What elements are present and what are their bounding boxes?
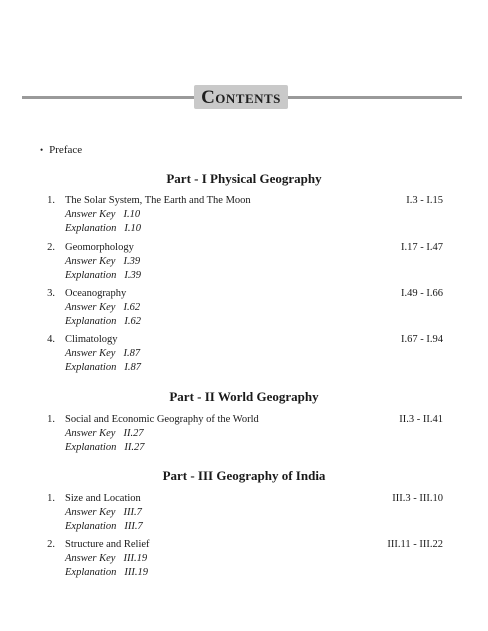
chapter-number: 1. bbox=[47, 414, 55, 425]
page-range: I.17 - I.47 bbox=[401, 242, 443, 253]
answer-key-line: Answer Key III.7 bbox=[65, 507, 142, 518]
chapter-title: Climatology bbox=[65, 334, 118, 345]
part-1-heading: Part - I Physical Geography bbox=[166, 171, 322, 186]
chapter-number: 1. bbox=[47, 493, 55, 504]
page-range: III.11 - III.22 bbox=[387, 539, 443, 550]
part-3-heading: Part - III Geography of India bbox=[162, 468, 326, 483]
chapter-title: Social and Economic Geography of the World bbox=[65, 414, 259, 425]
part-2-heading: Part - II World Geography bbox=[169, 389, 319, 404]
chapter-number: 4. bbox=[47, 334, 55, 345]
chapter-number: 1. bbox=[47, 195, 55, 206]
explanation-line: Explanation III.19 bbox=[65, 567, 148, 578]
answer-key-line: Answer Key II.27 bbox=[65, 428, 144, 439]
chapter-number: 2. bbox=[47, 242, 55, 253]
preface-label: Preface bbox=[49, 144, 83, 156]
chapter-title: Oceanography bbox=[65, 288, 127, 299]
chapter-title: Geomorphology bbox=[65, 242, 134, 253]
chapter-number: 2. bbox=[47, 539, 55, 550]
toc-entry-1-4[interactable] bbox=[0, 334, 488, 376]
chapter-title: The Solar System, The Earth and The Moon bbox=[65, 195, 251, 206]
page-title: Contents bbox=[201, 86, 281, 108]
contents-title-box bbox=[194, 85, 288, 109]
answer-key-line: Answer Key I.62 bbox=[65, 302, 141, 313]
explanation-line: Explanation I.87 bbox=[65, 362, 141, 373]
answer-key-line: Answer Key I.10 bbox=[65, 209, 141, 220]
page-range: I.49 - I.66 bbox=[401, 288, 443, 299]
toc-entry-2-1[interactable] bbox=[0, 414, 488, 456]
chapter-title: Structure and Relief bbox=[65, 539, 150, 550]
answer-key-line: Answer Key III.19 bbox=[65, 553, 148, 564]
toc-entry-3-2[interactable] bbox=[0, 539, 488, 581]
chapter-title: Size and Location bbox=[65, 493, 141, 504]
bullet-icon: • bbox=[40, 145, 44, 155]
explanation-line: Explanation II.27 bbox=[65, 442, 145, 453]
toc-entry-1-2[interactable] bbox=[0, 242, 488, 284]
toc-entry-3-1[interactable] bbox=[0, 493, 488, 535]
page-range: III.3 - III.10 bbox=[392, 493, 443, 504]
page-range: I.3 - I.15 bbox=[406, 195, 443, 206]
explanation-line: Explanation I.10 bbox=[65, 223, 141, 234]
chapter-number: 3. bbox=[47, 288, 55, 299]
page-range: I.67 - I.94 bbox=[401, 334, 443, 345]
answer-key-line: Answer Key I.39 bbox=[65, 256, 141, 267]
explanation-line: Explanation I.62 bbox=[65, 316, 141, 327]
page-range: II.3 - II.41 bbox=[399, 414, 443, 425]
toc-entry-1-1[interactable] bbox=[0, 195, 488, 237]
preface-item[interactable] bbox=[40, 144, 82, 156]
answer-key-line: Answer Key I.87 bbox=[65, 348, 141, 359]
explanation-line: Explanation III.7 bbox=[65, 521, 143, 532]
toc-entry-1-3[interactable] bbox=[0, 288, 488, 330]
explanation-line: Explanation I.39 bbox=[65, 270, 141, 281]
